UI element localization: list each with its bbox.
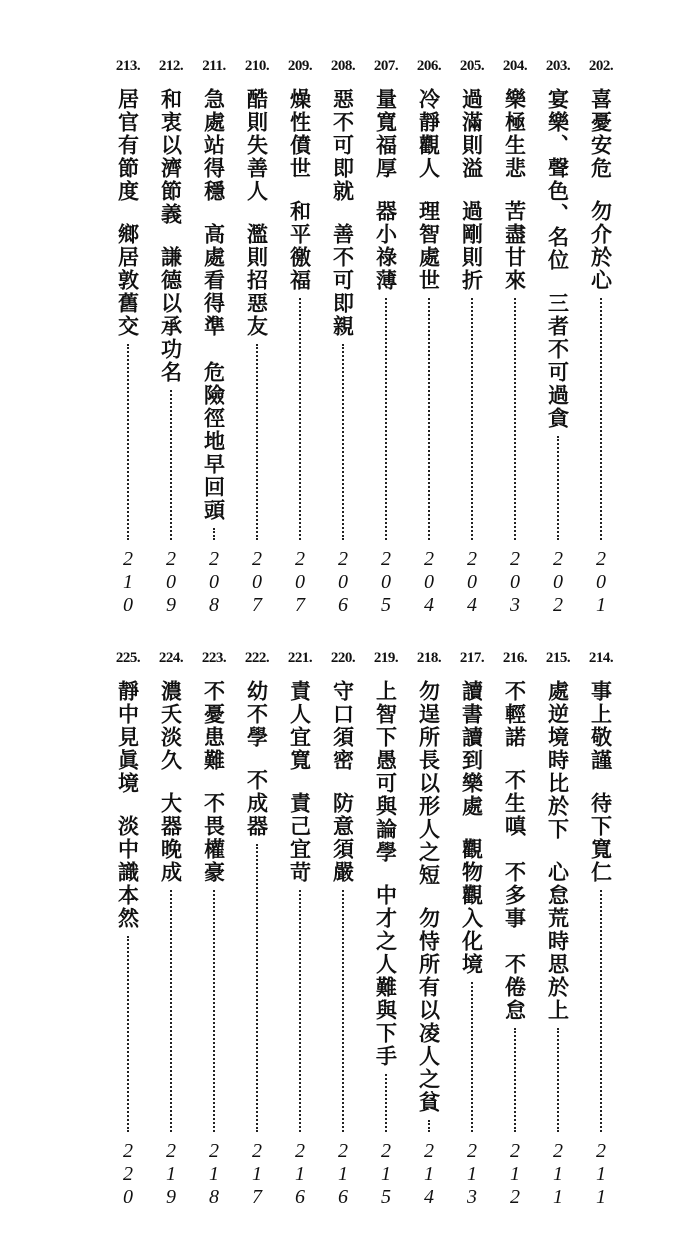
dotted-leader — [299, 890, 301, 1132]
toc-entry[interactable] — [193, 650, 235, 1210]
entry-title-part1: 急處站得穩 — [201, 88, 227, 203]
page-number: 216 — [289, 1140, 311, 1209]
entry-title — [502, 88, 528, 292]
entry-title-part1: 守口須密 — [330, 680, 356, 772]
dotted-leader — [127, 936, 129, 1132]
entry-title-part2: 和平徼福 — [287, 200, 313, 292]
entry-title-part2: 高處看得準 危險徑地早回頭 — [201, 223, 227, 522]
page-number: 207 — [246, 548, 268, 617]
toc-entry[interactable] — [451, 58, 493, 618]
entry-title-part2: 大器晚成 — [158, 792, 184, 884]
page-number: 217 — [246, 1140, 268, 1209]
entry-number: 214. — [588, 650, 614, 666]
dotted-leader — [213, 890, 215, 1132]
entry-number: 224. — [158, 650, 184, 666]
entry-title-part1: 讀書讀到樂處 — [459, 680, 485, 818]
entry-number: 204. — [502, 58, 528, 74]
toc-entry[interactable] — [150, 650, 192, 1210]
dotted-leader — [557, 1028, 559, 1132]
entry-title — [459, 88, 485, 292]
entry-title-part2: 謙德以承功名 — [158, 246, 184, 384]
toc-entry[interactable] — [365, 650, 407, 1210]
entry-title-part2: 器小祿薄 — [373, 200, 399, 292]
toc-section-top — [0, 58, 700, 618]
dotted-leader — [342, 344, 344, 540]
entry-title-part2: 三者不可過貪 — [545, 292, 571, 430]
entry-number: 211. — [202, 58, 226, 74]
entry-title-part1: 上智下愚可與論學 — [373, 680, 399, 864]
entry-title-part1: 冷靜觀人 — [416, 88, 442, 180]
dotted-leader — [342, 890, 344, 1132]
dotted-leader — [428, 298, 430, 540]
page-number: 203 — [504, 548, 526, 617]
entry-title-part2: 過剛則折 — [459, 200, 485, 292]
entry-title — [115, 680, 141, 930]
page-number: 204 — [418, 548, 440, 617]
entry-title — [416, 680, 442, 1114]
page-number: 206 — [332, 548, 354, 617]
dotted-leader — [557, 436, 559, 540]
entry-title — [244, 680, 270, 838]
entry-title-part2: 觀物觀入化境 — [459, 838, 485, 976]
page-number: 215 — [375, 1140, 397, 1209]
entry-title-part1: 幼不學 — [244, 680, 270, 749]
dotted-leader — [471, 298, 473, 540]
toc-entry[interactable] — [107, 650, 149, 1210]
toc-entry[interactable] — [408, 58, 450, 618]
toc-entry[interactable] — [451, 650, 493, 1210]
entry-title-part2: 善不可即親 — [330, 223, 356, 338]
entry-title — [373, 680, 399, 1068]
toc-entry[interactable] — [494, 58, 536, 618]
page-number: 213 — [461, 1140, 483, 1209]
toc-entry[interactable] — [494, 650, 536, 1210]
page-number: 218 — [203, 1140, 225, 1209]
entry-title-part1: 過滿則溢 — [459, 88, 485, 180]
entry-title-part2: 不畏權豪 — [201, 792, 227, 884]
entry-title-part2: 苦盡甘來 — [502, 200, 528, 292]
toc-entry[interactable] — [279, 58, 321, 618]
toc-entry[interactable] — [580, 650, 622, 1210]
entry-title-part2: 心怠荒時思於上 — [545, 861, 571, 1022]
page-number: 214 — [418, 1140, 440, 1209]
entry-number: 218. — [416, 650, 442, 666]
entry-title — [330, 88, 356, 338]
entry-number: 212. — [158, 58, 184, 74]
entry-title — [330, 680, 356, 884]
entry-title — [459, 680, 485, 976]
entry-title-part1: 事上敬謹 — [588, 680, 614, 772]
toc-entry[interactable] — [236, 650, 278, 1210]
entry-number: 220. — [330, 650, 356, 666]
page-number: 219 — [160, 1140, 182, 1209]
dotted-leader — [256, 844, 258, 1132]
entry-title — [588, 88, 614, 292]
entry-number: 223. — [201, 650, 227, 666]
entry-number: 219. — [373, 650, 399, 666]
entry-title-part2: 勿恃所有以凌人之貧 — [416, 907, 442, 1114]
dotted-leader — [428, 1120, 430, 1132]
entry-title — [588, 680, 614, 884]
page-number: 205 — [375, 548, 397, 617]
toc-entry[interactable] — [365, 58, 407, 618]
entry-number: 208. — [330, 58, 356, 74]
dotted-leader — [170, 890, 172, 1132]
entry-number: 215. — [545, 650, 571, 666]
page-number: 208 — [203, 548, 225, 617]
entry-title — [373, 88, 399, 292]
page-number: 209 — [160, 548, 182, 617]
entry-title-part1: 和衷以濟節義 — [158, 88, 184, 226]
entry-title-part1: 不輕諾 — [502, 680, 528, 749]
entry-number: 216. — [502, 650, 528, 666]
entry-title — [115, 88, 141, 338]
toc-entry[interactable] — [279, 650, 321, 1210]
page-number: 204 — [461, 548, 483, 617]
entry-number: 225. — [115, 650, 141, 666]
page-number: 202 — [547, 548, 569, 617]
entry-title-part2: 防意須嚴 — [330, 792, 356, 884]
entry-title-part1: 濃夭淡久 — [158, 680, 184, 772]
entry-number: 203. — [545, 58, 571, 74]
toc-entry[interactable] — [537, 58, 579, 618]
entry-title — [201, 680, 227, 884]
entry-number: 209. — [287, 58, 313, 74]
toc-entry[interactable] — [408, 650, 450, 1210]
entry-title-part1: 燥性僨世 — [287, 88, 313, 180]
page-number: 210 — [117, 548, 139, 617]
entry-title-part1: 責人宜寬 — [287, 680, 313, 772]
entry-title — [158, 88, 184, 384]
entry-number: 207. — [373, 58, 399, 74]
page-number: 211 — [547, 1140, 569, 1209]
entry-number: 217. — [459, 650, 485, 666]
page-number: 211 — [590, 1140, 612, 1209]
entry-title-part1: 酷則失善人 — [244, 88, 270, 203]
page-number: 216 — [332, 1140, 354, 1209]
toc-entry[interactable] — [580, 58, 622, 618]
dotted-leader — [299, 298, 301, 540]
entry-number: 210. — [244, 58, 270, 74]
dotted-leader — [127, 344, 129, 540]
entry-number: 205. — [459, 58, 485, 74]
entry-title — [545, 680, 571, 1022]
entry-number: 221. — [287, 650, 313, 666]
entry-title — [502, 680, 528, 1022]
entry-title-part2: 淡中識本然 — [115, 815, 141, 930]
dotted-leader — [600, 298, 602, 540]
dotted-leader — [514, 1028, 516, 1132]
entry-title-part1: 量寬福厚 — [373, 88, 399, 180]
dotted-leader — [256, 344, 258, 540]
entry-title — [287, 88, 313, 292]
toc-entry[interactable] — [193, 58, 235, 618]
entry-title-part1: 處逆境時比於下 — [545, 680, 571, 841]
entry-title — [287, 680, 313, 884]
entry-number: 206. — [416, 58, 442, 74]
entry-title-part2: 濫則招惡友 — [244, 223, 270, 338]
entry-title-part1: 勿逞所長以形人之短 — [416, 680, 442, 887]
entry-title — [416, 88, 442, 292]
entry-title-part1: 居官有節度 — [115, 88, 141, 203]
dotted-leader — [385, 298, 387, 540]
page-number: 207 — [289, 548, 311, 617]
entry-title-part2: 不生嗔 不多事 不倦怠 — [502, 769, 528, 1022]
toc-entry[interactable] — [150, 58, 192, 618]
entry-title — [244, 88, 270, 338]
dotted-leader — [213, 528, 215, 540]
page-number: 212 — [504, 1140, 526, 1209]
entry-title-part2: 勿介於心 — [588, 200, 614, 292]
toc-entry[interactable] — [236, 58, 278, 618]
entry-title-part2: 鄉居敦舊交 — [115, 223, 141, 338]
entry-number: 202. — [588, 58, 614, 74]
dotted-leader — [385, 1074, 387, 1132]
toc-entry[interactable] — [107, 58, 149, 618]
entry-title-part2: 中才之人難與下手 — [373, 884, 399, 1068]
toc-entry[interactable] — [322, 58, 364, 618]
entry-number: 213. — [115, 58, 141, 74]
dotted-leader — [514, 298, 516, 540]
page-number: 220 — [117, 1140, 139, 1209]
entry-title-part2: 責己宜苛 — [287, 792, 313, 884]
entry-title — [158, 680, 184, 884]
entry-title-part2: 不成器 — [244, 769, 270, 838]
page-number: 201 — [590, 548, 612, 617]
dotted-leader — [471, 982, 473, 1132]
entry-title-part1: 喜憂安危 — [588, 88, 614, 180]
entry-title-part2: 理智處世 — [416, 200, 442, 292]
toc-entry[interactable] — [537, 650, 579, 1210]
toc-entry[interactable] — [322, 650, 364, 1210]
toc-section-bottom — [0, 650, 700, 1210]
dotted-leader — [170, 390, 172, 540]
entry-number: 222. — [244, 650, 270, 666]
entry-title — [201, 88, 227, 522]
entry-title-part1: 樂極生悲 — [502, 88, 528, 180]
entry-title-part1: 不憂患難 — [201, 680, 227, 772]
dotted-leader — [600, 890, 602, 1132]
entry-title-part2: 待下寬仁 — [588, 792, 614, 884]
entry-title-part1: 宴樂、聲色、名位 — [545, 88, 571, 272]
entry-title-part1: 靜中見眞境 — [115, 680, 141, 795]
entry-title — [545, 88, 571, 430]
entry-title-part1: 惡不可即就 — [330, 88, 356, 203]
